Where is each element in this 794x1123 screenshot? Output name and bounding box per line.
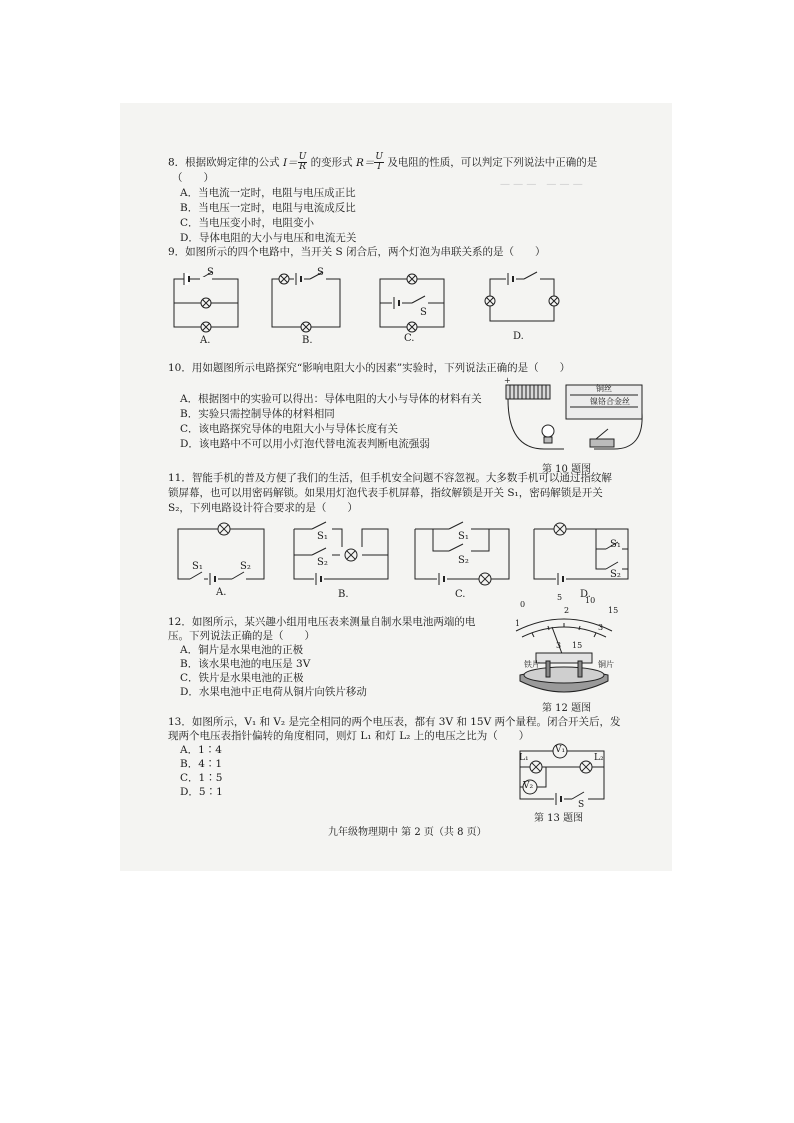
q13-figure-caption: 第 13 题图 bbox=[534, 813, 584, 824]
q13-label-v2: V₂ bbox=[523, 781, 534, 791]
q9-caption-b: B. bbox=[302, 335, 313, 346]
q10-stem: 10．用如题图所示电路探究“影响电阻大小的因素”实验时，下列说法正确的是（ ） bbox=[168, 362, 571, 374]
q8-option-d: D．导体电阻的大小与电压和电流无关 bbox=[180, 232, 357, 244]
q12-voltmeter-figure bbox=[512, 609, 622, 699]
q12-option-d: D．水果电池中正电荷从铜片向铁片移动 bbox=[180, 686, 367, 698]
q13-label-l2: L₂ bbox=[594, 753, 604, 763]
q11-stem-line-3: S₂，下列电路设计符合要求的是（ ） bbox=[168, 502, 358, 514]
q8-suffix: 及电阻的性质，可以判定下列说法中正确的是 bbox=[387, 156, 598, 169]
q8-paren: （ ） bbox=[172, 172, 214, 184]
q11-caption-c: C. bbox=[455, 589, 466, 600]
q9-switch-label-a: S bbox=[207, 267, 214, 278]
q10-figure-caption: 第 10 题图 bbox=[542, 464, 592, 475]
q11-d-s2-label: S₂ bbox=[610, 569, 621, 580]
q9-switch-label-c: S bbox=[420, 307, 427, 318]
q11-circuit-b bbox=[292, 521, 390, 587]
q10-option-d: D．该电路中不可以用小灯泡代替电流表判断电流强弱 bbox=[180, 438, 430, 450]
q12-figure-caption: 第 12 题图 bbox=[542, 703, 592, 714]
q8-stem bbox=[168, 153, 597, 172]
q11-c-s1-label: S₁ bbox=[458, 531, 469, 542]
q11-stem-line-2: 锁屏幕，也可以用密码解锁。如果用灯泡代表手机屏幕，指纹解锁是开关 S₁，密码解锁是开关 bbox=[168, 487, 603, 499]
q9-caption-a: A. bbox=[200, 335, 211, 346]
q9-circuit-b bbox=[270, 269, 345, 334]
q11-caption-a: A. bbox=[216, 587, 227, 598]
q12-scale-top-5: 5 bbox=[557, 593, 563, 602]
q12-option-b: B．该水果电池的电压是 3V bbox=[180, 658, 311, 670]
svg-text:+: + bbox=[504, 376, 511, 385]
q8-option-b: B．当电压一定时，电阻与电流成反比 bbox=[180, 202, 356, 214]
q12-terminal-15: 15 bbox=[572, 641, 583, 650]
q10-option-b: B．实验只需控制导体的材料相同 bbox=[180, 408, 335, 420]
q10-option-a: A．根据图中的实验可以得出：导体电阻的大小与导体的材料有关 bbox=[180, 393, 482, 405]
q10-label-alloy: 镍铬合金丝 bbox=[590, 397, 630, 406]
q12-stem-line-2: 压。下列说法正确的是（ ） bbox=[168, 630, 315, 642]
q13-option-a: A．1∶4 bbox=[180, 744, 222, 756]
exam-page bbox=[120, 103, 672, 871]
q11-b-s2-label: S₂ bbox=[317, 557, 328, 568]
q11-circuit-a bbox=[176, 523, 268, 587]
q8-option-c: C．当电压变小时，电阻变小 bbox=[180, 217, 315, 229]
q9-circuit-c bbox=[378, 269, 448, 334]
q10-label-copper: 铜丝 bbox=[596, 384, 612, 393]
q11-d-s1-label: S₁ bbox=[610, 539, 621, 550]
q13-stem-line-1: 13．如图所示，V₁ 和 V₂ 是完全相同的两个电压表，都有 3V 和 15V 两个量程。闭合开关后，发 bbox=[168, 716, 621, 728]
q12-scale-top-0: 0 bbox=[520, 600, 526, 609]
q8-prefix: 8．根据欧姆定律的公式 bbox=[168, 156, 280, 169]
q8-option-a: A．当电流一定时，电阻与电压成正比 bbox=[180, 187, 356, 199]
q11-a-s2-label: S₂ bbox=[240, 561, 251, 572]
q13-label-v1: V₁ bbox=[555, 745, 566, 755]
bleed-through-text: — — — — — — bbox=[500, 179, 583, 190]
q9-caption-d: D. bbox=[513, 331, 524, 342]
q12-scale-top-15: 15 bbox=[608, 606, 619, 615]
q9-circuit-d bbox=[482, 273, 562, 333]
q12-label-iron: 铁片 bbox=[524, 660, 540, 669]
q11-b-s1-label: S₁ bbox=[317, 531, 328, 542]
q13-label-l1: L₁ bbox=[519, 753, 529, 763]
q12-option-a: A．铜片是水果电池的正极 bbox=[180, 644, 304, 656]
q12-label-copper: 铜片 bbox=[598, 660, 614, 669]
q11-caption-b: B. bbox=[338, 589, 349, 600]
q11-c-s2-label: S₂ bbox=[458, 555, 469, 566]
q8-formula-2: R＝ $\frac{U}{I}$ bbox=[355, 152, 383, 172]
q9-switch-label-b: S bbox=[317, 267, 324, 278]
q13-option-d: D．5∶1 bbox=[180, 786, 223, 798]
q13-stem-line-2: 现两个电压表指针偏转的角度相同，则灯 L₁ 和灯 L₂ 上的电压之比为（ ） bbox=[168, 730, 530, 742]
page-footer: 九年级物理期中 第 2 页（共 8 页） bbox=[328, 827, 487, 838]
q11-caption-d: D. bbox=[580, 589, 591, 600]
q11-stem-line-1: 11．智能手机的普及方便了我们的生活，但手机安全问题不容忽视。大多数手机可以通过指纹解 bbox=[168, 472, 612, 484]
q12-scale-bottom-3: 3 bbox=[598, 623, 604, 632]
q10-apparatus-figure bbox=[504, 376, 644, 459]
q9-circuit-a bbox=[172, 269, 242, 334]
q8-formula-1: I＝ $\frac{U}{R}$ bbox=[283, 152, 307, 172]
q13-option-c: C．1∶5 bbox=[180, 772, 223, 784]
q12-scale-top-10: 10 bbox=[585, 596, 596, 605]
q12-terminal-3: 3 bbox=[556, 641, 562, 650]
q8-middle: 的变形式 bbox=[310, 156, 353, 169]
q12-scale-bottom-2: 2 bbox=[564, 606, 570, 615]
q9-stem: 9．如图所示的四个电路中，当开关 S 闭合后，两个灯泡为串联关系的是（ ） bbox=[168, 246, 546, 258]
q13-option-b: B．4∶1 bbox=[180, 758, 223, 770]
q10-option-c: C．该电路探究导体的电阻大小与导体长度有关 bbox=[180, 423, 399, 435]
q9-caption-c: C. bbox=[404, 333, 415, 344]
q13-label-s: S bbox=[578, 800, 585, 810]
q12-scale-bottom-1: 1 bbox=[515, 619, 521, 628]
q12-stem-line-1: 12．如图所示，某兴趣小组用电压表来测量自制水果电池两端的电 bbox=[168, 616, 476, 628]
q12-option-c: C．铁片是水果电池的正极 bbox=[180, 672, 304, 684]
q11-a-s1-label: S₁ bbox=[192, 561, 203, 572]
